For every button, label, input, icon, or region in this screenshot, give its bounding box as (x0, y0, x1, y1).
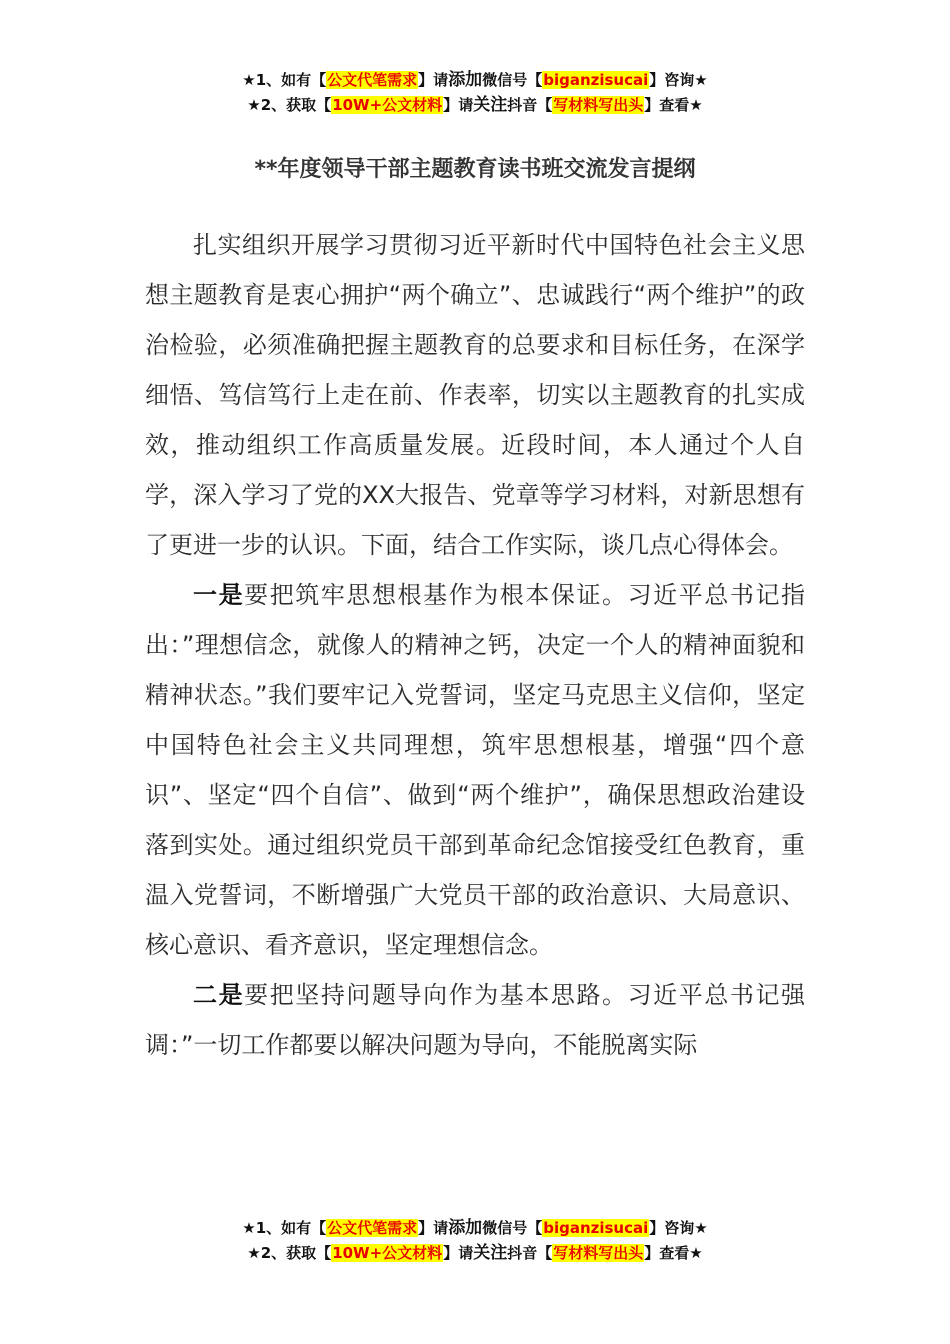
highlight-douyin-id: 写材料写出头 (553, 1244, 644, 1262)
banner-text: 】咨询★ (649, 71, 708, 89)
banner-emphasis: 添加 (448, 70, 483, 90)
paragraph-point-2 (145, 970, 805, 1070)
banner-emphasis: 关注 (473, 95, 508, 115)
banner-text: 】请 (443, 1244, 474, 1262)
banner-line-2 (0, 1241, 950, 1266)
highlight-wechat-id: biganzisucai (543, 1219, 649, 1237)
banner-text: ★2、获取【 (247, 1244, 332, 1262)
banner-line-1 (0, 68, 950, 93)
banner-text: 】请 (418, 1219, 449, 1237)
highlight-materials: 10W+公文材料 (332, 96, 443, 114)
banner-text: 微信号【 (482, 1219, 543, 1237)
banner-text: 微信号【 (482, 71, 543, 89)
banner-text: 】请 (443, 96, 474, 114)
banner-emphasis: 关注 (473, 1243, 508, 1263)
footer-banner (0, 1216, 950, 1266)
banner-text: 】请 (418, 71, 449, 89)
paragraph-lead: 一是 (193, 581, 245, 609)
paragraph-point-1 (145, 570, 805, 970)
highlight-materials: 10W+公文材料 (332, 1244, 443, 1262)
banner-text: ★1、如有【 (242, 1219, 327, 1237)
highlight-douyin-id: 写材料写出头 (553, 96, 644, 114)
paragraph-text: 要把坚持问题导向作为基本思路。习近平总书记强调：”一切工作都要以解决问题为导向，不能脱离实际 (145, 981, 806, 1059)
banner-line-2 (0, 93, 950, 118)
paragraph-text: 要把筑牢思想根基作为根本保证。习近平总书记指出：”理想信念，就像人的精神之钙，决定一个人的精神面貌和精神状态。”我们要牢记入党誓词，坚定马克思主义信仰，坚定中国特色社会主义共同理想，筑牢思想根基，增强“四个意识”、坚定“四个自信”、做到“两个维护”，确保思想政治建设落到实处。通过组织党员干部到革命纪念馆接受红色教育，重温入党誓词，不断增强广大党员干部的政治意识、大局意识、核心意识、看齐意识，坚定理想信念。 (145, 581, 806, 959)
banner-text: ★2、获取【 (247, 96, 332, 114)
highlight-service: 公文代笔需求 (327, 71, 418, 89)
header-banner (0, 68, 950, 118)
highlight-service: 公文代笔需求 (327, 1219, 418, 1237)
banner-text: 抖音【 (507, 1244, 553, 1262)
paragraph-intro: 扎实组织开展学习贯彻习近平新时代中国特色社会主义思想主题教育是衷心拥护“两个确立”、忠诚践行“两个维护”的政治检验，必须准确把握主题教育的总要求和目标任务，在深学细悟、笃信笃行上走在前、作表率，切实以主题教育的扎实成效，推动组织工作高质量发展。近段时间，本人通过个人自学，深入学习了党的XX大报告、党章等学习材料，对新思想有了更进一步的认识。下面，结合工作实际，谈几点心得体会。 (145, 231, 805, 559)
document-body (145, 220, 805, 1070)
banner-text: ★1、如有【 (242, 71, 327, 89)
banner-text: 】咨询★ (649, 1219, 708, 1237)
banner-text: 】查看★ (644, 1244, 703, 1262)
paragraph-lead: 二是 (193, 981, 245, 1009)
banner-text: 抖音【 (507, 96, 553, 114)
highlight-wechat-id: biganzisucai (543, 71, 649, 89)
banner-line-1 (0, 1216, 950, 1241)
document-title: **年度领导干部主题教育读书班交流发言提纲 (254, 157, 696, 182)
banner-text: 】查看★ (644, 96, 703, 114)
banner-emphasis: 添加 (448, 1218, 483, 1238)
